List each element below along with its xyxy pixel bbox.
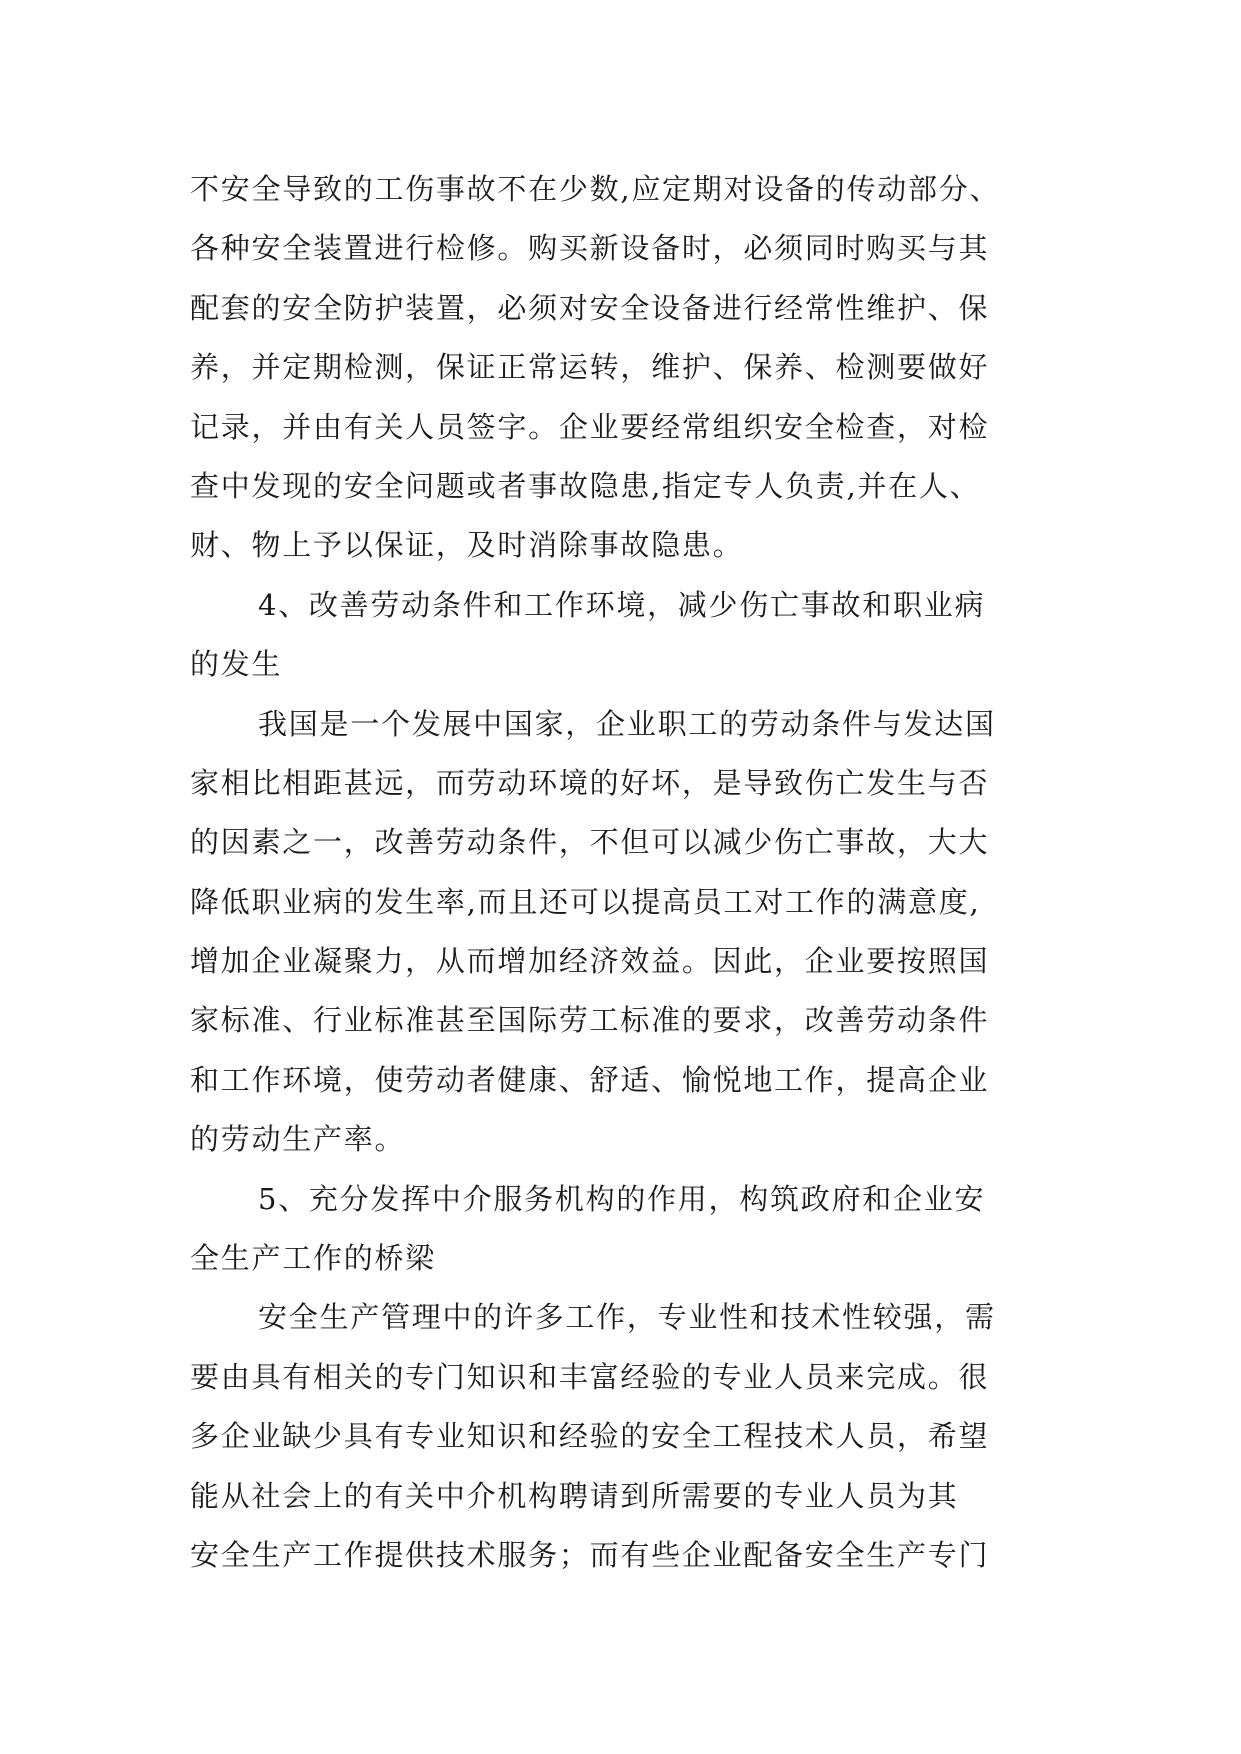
text-line: 安全生产工作提供技术服务；而有些企业配备安全生产专门 (190, 1537, 990, 1572)
text-line: 各种安全装置进行检修。购买新设备时，必须同时购买与其 (190, 231, 990, 266)
text-line: 的劳动生产率。 (190, 1122, 406, 1157)
text-line: 我国是一个发展中国家，企业职工的劳动条件与发达国 (258, 706, 996, 741)
text-line: 家标准、行业标准甚至国际劳工标准的要求，改善劳动条件 (190, 1003, 990, 1038)
text-line: 查中发现的安全问题或者事故隐患,指定专人负责,并在人、 (190, 468, 981, 503)
body-text (190, 160, 1090, 1585)
text-line: 全生产工作的桥梁 (190, 1241, 436, 1276)
text-line: 多企业缺少具有专业知识和经验的安全工程技术人员，希望 (190, 1419, 990, 1454)
text-line: 养，并定期检测，保证正常运转，维护、保养、检测要做好 (190, 350, 990, 385)
text-line: 和工作环境，使劳动者健康、舒适、愉悦地工作，提高企业 (190, 1062, 990, 1097)
text-line: 5、充分发挥中介服务机构的作用，构筑政府和企业安 (258, 1181, 986, 1216)
text-line: 的因素之一，改善劳动条件，不但可以减少伤亡事故，大大 (190, 825, 990, 860)
text-line: 家相比相距甚远，而劳动环境的好坏，是导致伤亡发生与否 (190, 765, 990, 800)
text-line: 要由具有相关的专门知识和丰富经验的专业人员来完成。很 (190, 1359, 990, 1394)
text-line: 财、物上予以保证，及时消除事故隐患。 (190, 528, 744, 563)
text-line: 记录，并由有关人员签字。企业要经常组织安全检查，对检 (190, 409, 990, 444)
text-line: 的发生 (190, 647, 283, 682)
text-line: 不安全导致的工伤事故不在少数,应定期对设备的传动部分、 (190, 172, 1001, 206)
text-line: 安全生产管理中的许多工作，专业性和技术性较强，需 (258, 1300, 996, 1335)
text-line: 4、改善劳动条件和工作环境，减少伤亡事故和职业病 (258, 587, 986, 622)
text-line: 增加企业凝聚力，从而增加经济效益。因此，企业要按照国 (190, 944, 990, 979)
text-line: 降低职业病的发生率,而且还可以提高员工对工作的满意度, (190, 884, 981, 919)
text-line: 能从社会上的有关中介机构聘请到所需要的专业人员为其 (190, 1478, 959, 1513)
text-line: 配套的安全防护装置，必须对安全设备进行经常性维护、保 (190, 290, 990, 325)
